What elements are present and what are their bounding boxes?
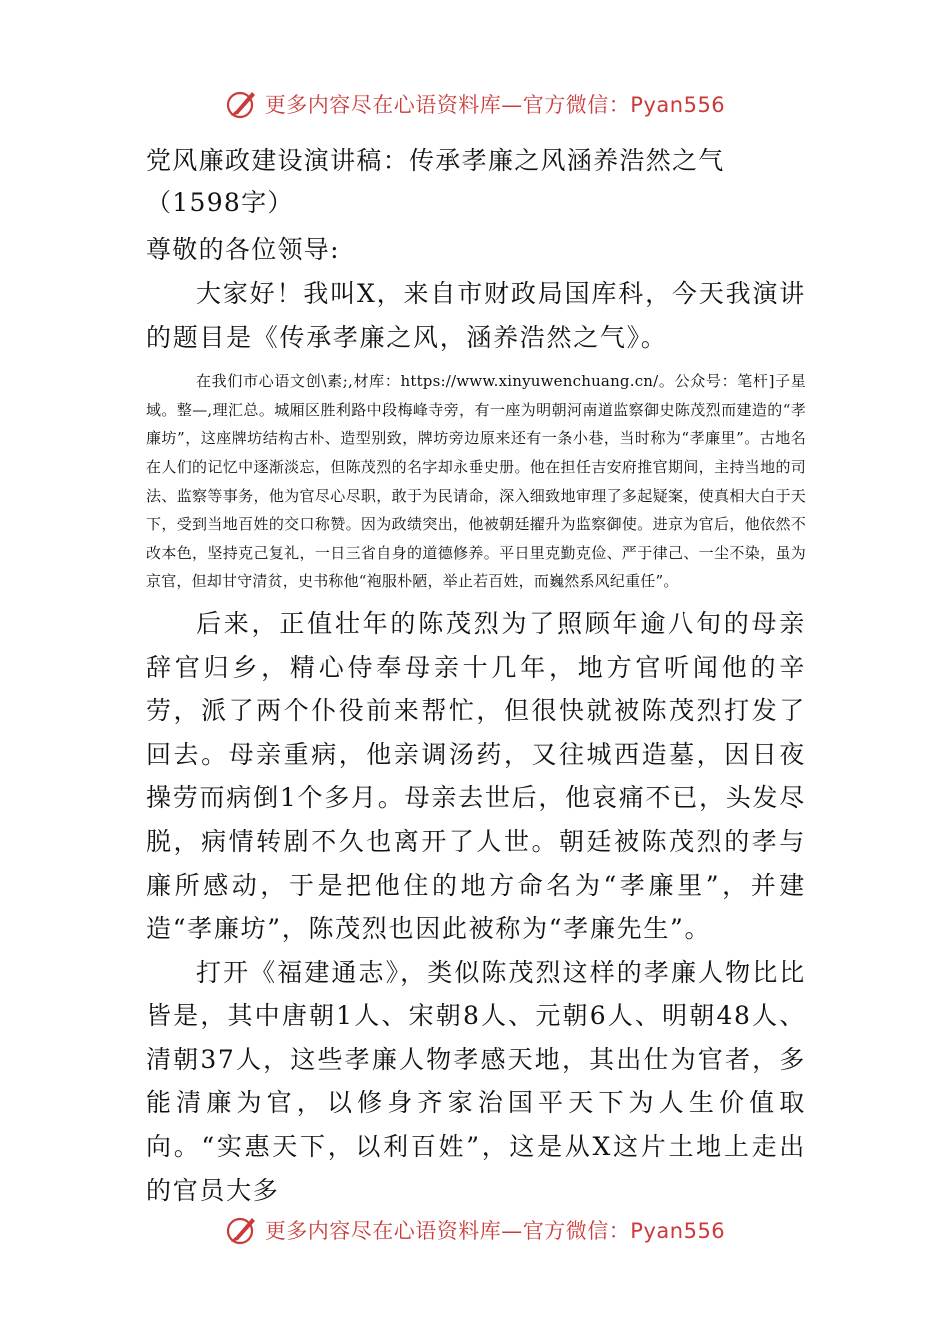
quill-pen-icon <box>225 1213 259 1247</box>
paragraph-intro: 大家好！我叫X，来自市财政局国库科，今天我演讲的题目是《传承孝廉之风，涵养浩然之气》。 <box>146 279 806 352</box>
paragraph-history: 在我们市心语文创\素;,材库：https://www.xinyuwenchuang.cn/。公众号：笔杆]子星域。整—,理汇总。城厢区胜利路中段梅峰寺旁，有一座为明朝河南道监察御史陈茂烈而建造的“孝廉坊”，这座牌坊结构古朴、造型别致，牌坊旁边原来还有一条小巷，当时称为“孝廉里”。古地名在人们的记忆中逐渐淡忘，但陈茂烈的名字却永垂史册。他在担任吉安府推官期间，主持当地的司法、监察等事务，他为官尽心尽职，敢于为民请命，深入细致地审理了多起疑案，使真相大白于天下，受到当地百姓的交口称赞。因为政绩突出，他被朝廷擢升为监察御使。进京为官后，他依然不改本色，坚持克己复礼，一日三省自身的道德修养。平日里克勤克俭、严于律己、一尘不染，虽为京官，但却甘守清贫，史书称他“袍服朴陋，举止若百姓，而巍然系风纪重任”。 <box>146 372 806 591</box>
banner-text: 更多内容尽在心语资料库—官方微信：Pyan556 <box>264 93 726 117</box>
paragraph-story: 后来，正值壮年的陈茂烈为了照顾年逾八旬的母亲辞官归乡，精心侍奉母亲十几年，地方官听闻他的辛劳，派了两个仆役前来帮忙，但很快就被陈茂烈打发了回去。母亲重病，他亲调汤药，又往城西造墓，因日夜操劳而病倒1个多月。母亲去世后，他哀痛不已，头发尽脱，病情转剧不久也离开了人世。朝廷被陈茂烈的孝与廉所感动，于是把他住的地方命名为“孝廉里”，并建造“孝廉坊”，陈茂烈也因此被称为“孝廉先生”。 <box>146 608 806 944</box>
document-title: 党风廉政建设演讲稿：传承孝廉之风涵养浩然之气（1598字） <box>146 146 725 217</box>
quill-pen-icon <box>225 87 259 121</box>
banner-text: 更多内容尽在心语资料库—官方微信：Pyan556 <box>264 1219 726 1243</box>
header-banner <box>0 82 950 126</box>
paragraph-records: 打开《福建通志》，类似陈茂烈这样的孝廉人物比比皆是，其中唐朝1人、宋朝8人、元朝6人、明朝48人、清朝37人，这些孝廉人物孝感天地，其出仕为官者，多能清廉为官，以修身齐家治国平天下为人生价值取向。“实惠天下，以利百姓”，这是从X这片土地上走出的官员大多 <box>146 957 806 1205</box>
footer-banner <box>0 1208 950 1252</box>
salutation: 尊敬的各位领导: <box>146 235 340 264</box>
document-body <box>146 140 806 1212</box>
